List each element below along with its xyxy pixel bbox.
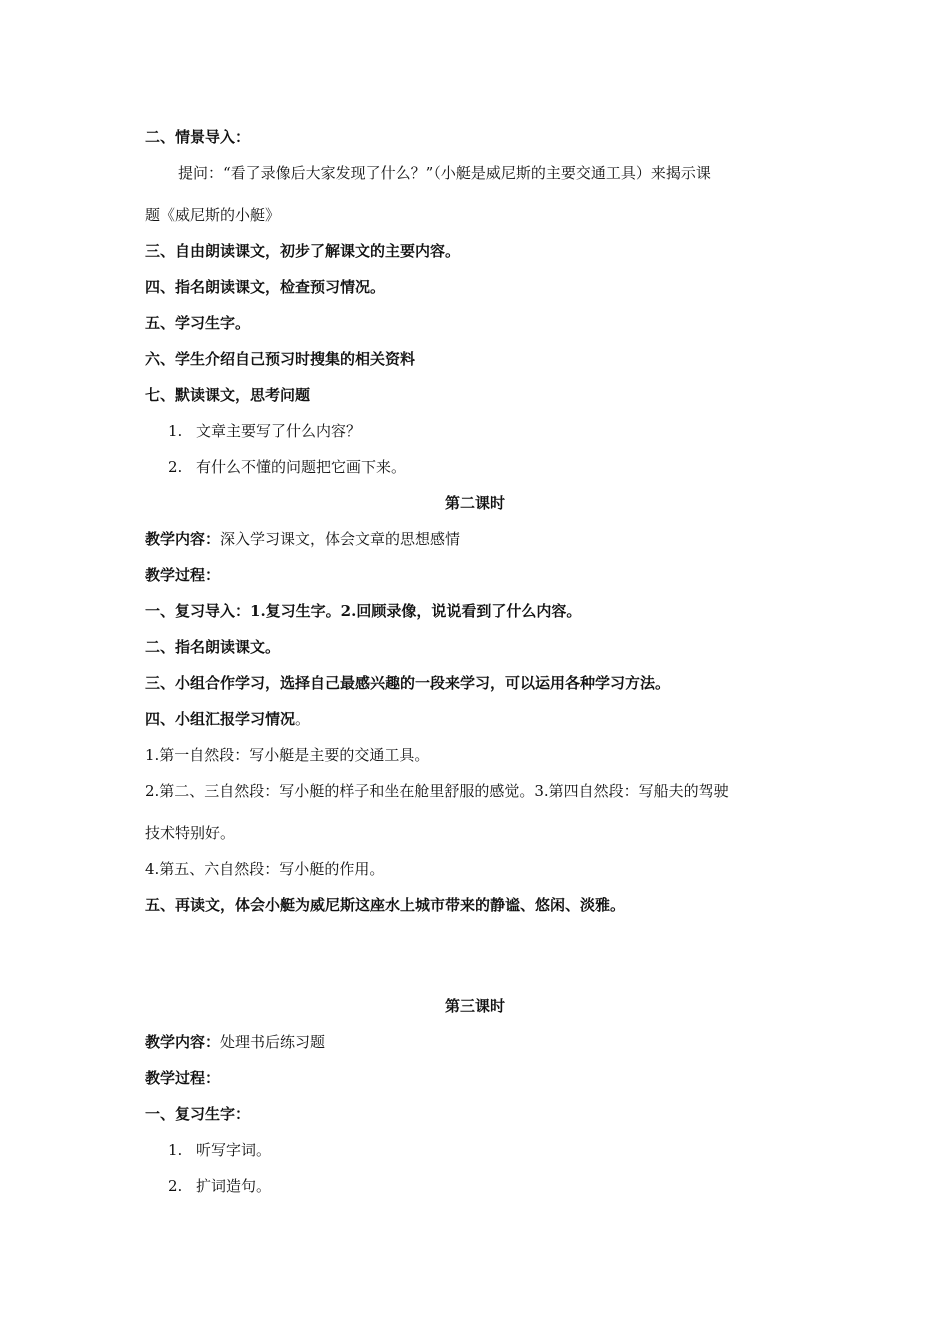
lesson-three-process-label: 教学过程：: [145, 1069, 221, 1087]
group-report-period: 。: [295, 710, 311, 728]
lesson-two-step-reread: 五、再读文，体会小艇为威尼斯这座水上城市带来的静谧、悠闲、淡雅。: [145, 896, 626, 914]
lesson-three-content: [145, 1032, 325, 1052]
list-item: [168, 421, 361, 441]
list-item-text: 扩词造句。: [196, 1177, 272, 1195]
lesson-two-title: 第二课时: [444, 494, 505, 512]
content-text: 深入学习课文，体会文章的思想感情: [220, 530, 461, 548]
list-item: [168, 1140, 271, 1160]
step-silent-reading: 七、默读课文，思考问题: [145, 386, 311, 404]
question-paragraph: 提问：“看了录像后大家发现了什么？”（小艇是威尼斯的主要交通工具）来揭示课: [178, 164, 711, 182]
list-item: [168, 1176, 271, 1196]
list-item-text: 听写字词。: [196, 1141, 272, 1159]
paragraph-point-2-3: 2.第二、三自然段：写小艇的样子和坐在舱里舒服的感觉。3.第四自然段：写船夫的驾驶: [145, 782, 729, 800]
step-assigned-reading: 四、指名朗读课文，检查预习情况。: [145, 278, 386, 296]
paragraph-point-1: 1.第一自然段：写小艇是主要的交通工具。: [145, 746, 430, 764]
content-label: 教学内容：: [145, 530, 221, 548]
list-item-text: 有什么不懂的问题把它画下来。: [196, 458, 407, 476]
list-item: [168, 457, 406, 477]
step-learn-characters: 五、学习生字。: [145, 314, 251, 332]
step-free-reading: 三、自由朗读课文，初步了解课文的主要内容。: [145, 242, 461, 260]
paragraph-point-4: 4.第五、六自然段：写小艇的作用。: [145, 860, 385, 878]
section-heading-scenario-intro: 二、情景导入：: [145, 128, 251, 146]
content-label: 教学内容：: [145, 1033, 221, 1051]
list-item-number: 2.: [168, 1177, 183, 1195]
group-report-text: 四、小组汇报学习情况: [145, 710, 296, 728]
lesson-two-content: [145, 529, 460, 549]
list-item-number: 1.: [168, 422, 183, 440]
lesson-two-step-group-study: 三、小组合作学习，选择自己最感兴趣的一段来学习，可以运用各种学习方法。: [145, 674, 671, 692]
lesson-two-process-label: 教学过程：: [145, 566, 221, 584]
lesson-two-step-reading: 二、指名朗读课文。: [145, 638, 281, 656]
question-paragraph-continued: 题《威尼斯的小艇》: [145, 206, 281, 224]
step-share-materials: 六、学生介绍自己预习时搜集的相关资料: [145, 350, 416, 368]
list-item-text: 文章主要写了什么内容？: [196, 422, 362, 440]
lesson-three-title: 第三课时: [444, 997, 505, 1015]
list-item-number: 2.: [168, 458, 183, 476]
lesson-two-step-group-report: [145, 709, 310, 729]
lesson-three-step-review: 一、复习生字：: [145, 1105, 251, 1123]
list-item-number: 1.: [168, 1141, 183, 1159]
lesson-two-step-review: 一、复习导入：1.复习生字。2.回顾录像，说说看到了什么内容。: [145, 602, 582, 620]
paragraph-point-2-3-continued: 技术特别好。: [145, 824, 236, 842]
content-text: 处理书后练习题: [220, 1033, 326, 1051]
